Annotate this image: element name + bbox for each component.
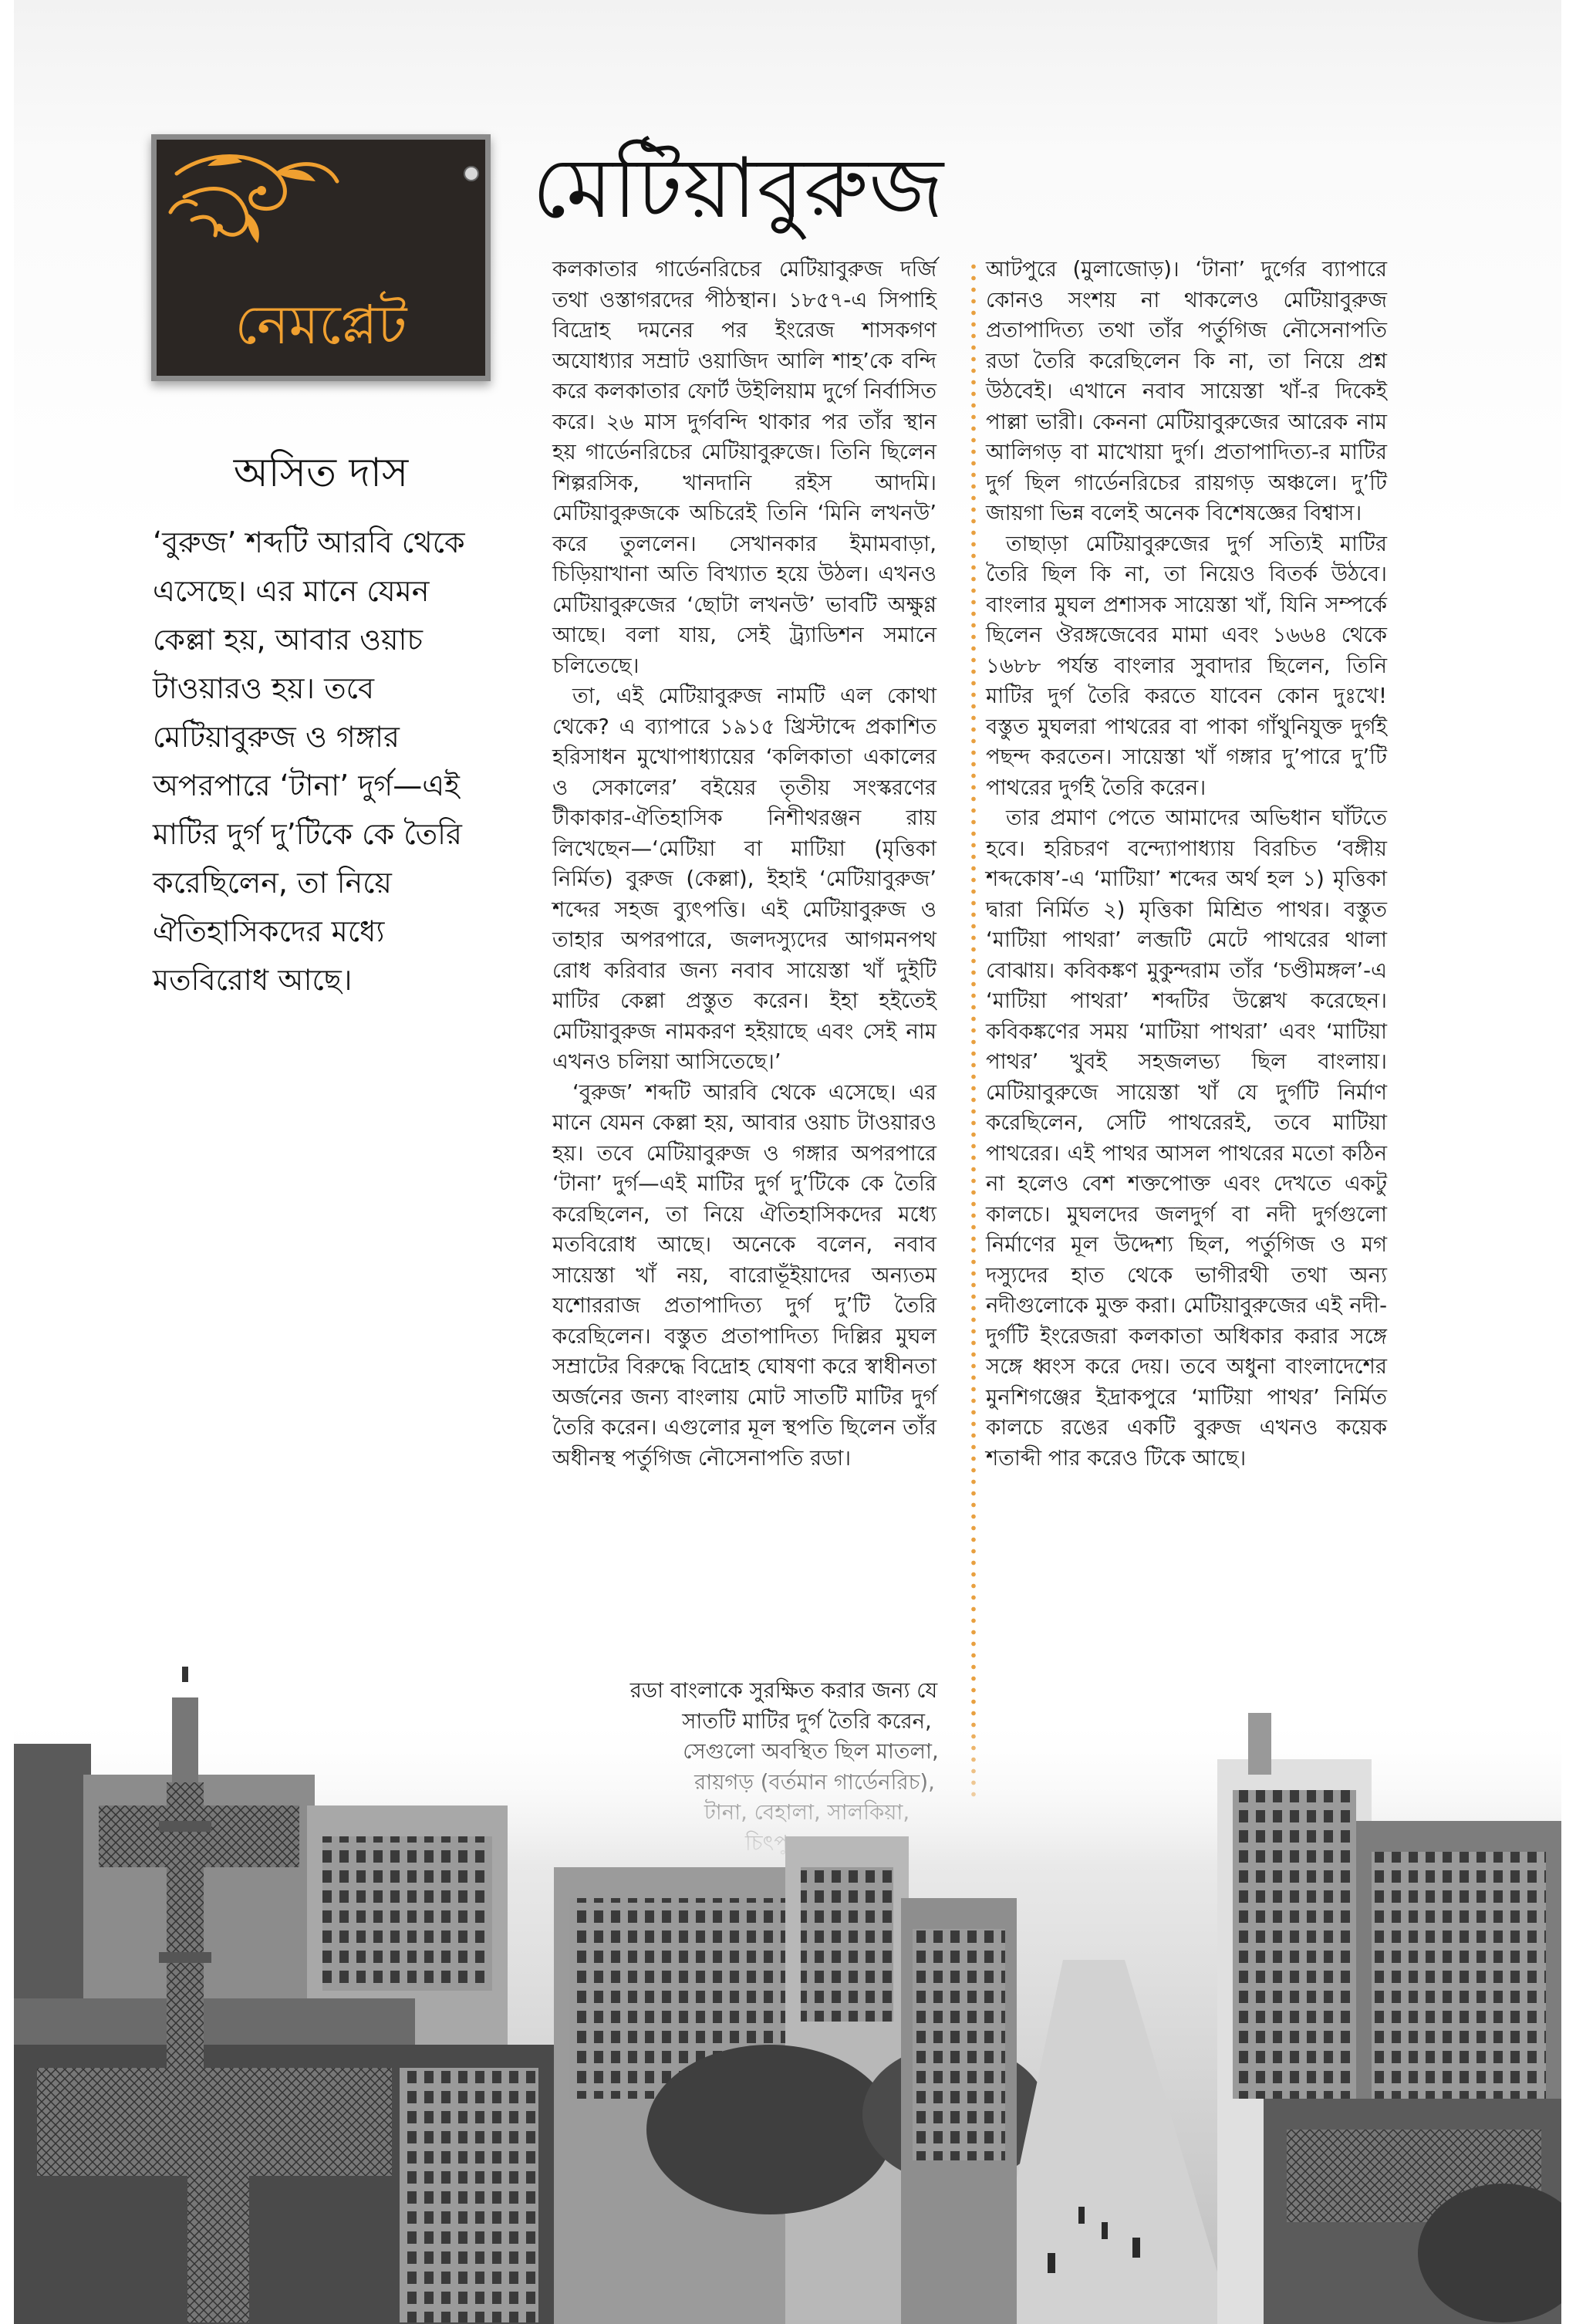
pullquote-text: ‘বুরুজ’ শব্দটি আরবি থেকে এসেছে। এর মানে যেমন কেল্লা হয়, আবার ওয়াচ টাওয়ারও হয়। তবে মেটিয়াবুরুজ ও গঙ্গার অপরপারে ‘টানা’ দুর্গ—এই মাটির দুর্গ দু’টিকে কে তৈরি করেছিলেন, তা নিয়ে ঐতিহাসিকদের মধ্যে মতবিরোধ আছে।: [153, 525, 465, 997]
pullquote: [153, 519, 500, 1005]
floral-swirl-ornament: [161, 143, 346, 258]
dotted-column-divider: [970, 261, 977, 1802]
paragraph: আটপুরে (মুলাজোড়)। ‘টানা’ দুর্গের ব্যাপারে কোনও সংশয় না থাকলেও মেটিয়াবুরুজ প্রতাপাদিত্য তথা তাঁর পর্তুগিজ নৌসেনাপতি রডা তৈরি করেছিলেন কি না, তা নিয়ে প্রশ্ন উঠবেই। এখানে নবাব সায়েস্তা খাঁ-র দিকেই পাল্লা ভারী। কেননা মেটিয়াবুরুজের আরেক নাম আলিগড় বা মাখোয়া দুর্গ। প্রতাপাদিত্য-র মাটির দুর্গ ছিল গার্ডেনরিচের রায়গড় অঞ্চলে। দু’টি জায়গা ভিন্ন বলেই অনেক বিশেষজ্ঞের বিশ্বাস।: [986, 257, 1387, 525]
paragraph: তার প্রমাণ পেতে আমাদের অভিধান ঘাঁটতে হবে। হরিচরণ বন্দ্যোপাধ্যায় বিরচিত ‘বঙ্গীয় শব্দকোষ’-এ ‘মাটিয়া’ শব্দের অর্থ হল ১) মৃত্তিকা দ্বারা নির্মিত ২) মৃত্তিকা মিশ্রিত পাথর। বস্তুত ‘মাটিয়া পাথরা’ লব্জটি মেটে পাথরের থালা বোঝায়। কবিকঙ্কণ মুকুন্দরাম তাঁর ‘চণ্ডীমঙ্গল’-এ ‘মাটিয়া পাথরা’ শব্দটির উল্লেখ করেছেন। কবিকঙ্কণের সময় ‘মাটিয়া পাথরা’ এবং ‘মাটিয়া পাথর’ খুবই সহজলভ্য ছিল বাংলায়। মেটিয়াবুরুজে সায়েস্তা খাঁ যে দুর্গটি নির্মাণ করেছিলেন, সেটি পাথরেরই, তবে মাটিয়া পাথরের। এই পাথর আসল পাথরের মতো কঠিন না হলেও বেশ শক্তপোক্ত এবং দেখতে একটু কালচে। মুঘলদের জলদুর্গ বা নদী দুর্গগুলো নির্মাণের মূল উদ্দেশ্য ছিল, পর্তুগিজ ও মগ দস্যুদের হাত থেকে ভাগীরথী তথা অন্য নদীগুলোকে মুক্ত করা। মেটিয়াবুরুজের এই নদী-দুর্গটি ইংরেজরা কলকাতা অধিকার করার সঙ্গে সঙ্গে ধ্বংস করে দেয়। তবে অধুনা বাংলাদেশের মুনশিগঞ্জের ইদ্রাকপুরে ‘মাটিয়া পাথর’ নির্মিত কালচে রঙের একটি বুরুজ এখনও কয়েক শতাব্দী পার করেও টিকে আছে।: [986, 806, 1387, 1471]
article-column-2: [986, 255, 1387, 1474]
nameplate-screw-hole: [464, 166, 479, 181]
paragraph: কলকাতার গার্ডেনরিচের মেটিয়াবুরুজ দর্জি তথা ওস্তাগরদের পীঠস্থান। ১৮৫৭-এ সিপাহি বিদ্রোহ দমনের পর ইংরেজ শাসকগণ অযোধ্যার সম্রাট ওয়াজিদ আলি শাহ’কে বন্দি করে কলকাতার ফোর্ট উইলিয়াম দুর্গে নির্বাসিত করে। ২৬ মাস দুর্গবন্দি থাকার পর তাঁর স্থান হয় গার্ডেনরিচের মেটিয়াবুরুজে। তিনি ছিলেন শিল্পরসিক, খানদানি রইস আদমি। মেটিয়াবুরুজকে অচিরেই তিনি ‘মিনি লখনউ’ করে তুললেন। সেখানকার ইমামবাড়া, চিড়িয়াখানা অতি বিখ্যাত হয়ে উঠল। এখনও মেটিয়াবুরুজের ‘ছোটা লখনউ’ ভাবটি অক্ষুণ্ণ আছে। বলা যায়, সেই ট্র্যাডিশন সমানে চলিতেছে।: [552, 257, 936, 678]
article-column-1: [552, 255, 936, 1474]
headline: মেটিয়াবুরুজ: [532, 140, 945, 237]
paragraph: তাছাড়া মেটিয়াবুরুজের দুর্গ সত্যিই মাটির তৈরি ছিল কি না, তা নিয়েও বিতর্ক উঠবে। বাংলার মুঘল প্রশাসক সায়েস্তা খাঁ, যিনি সম্পর্কে ছিলেন ঔরঙ্গজেবের মামা এবং ১৬৬৪ থেকে ১৬৮৮ পর্যন্ত বাংলার সুবাদার ছিলেন, তিনি মাটির দুর্গ তৈরি করতে যাবেন কোন দুঃখে! বস্তুত মুঘলরা পাথরের বা পাকা গাঁথুনিযুক্ত দুর্গই পছন্দ করতেন। সায়েস্তা খাঁ গঙ্গার দু’পারে দু’টি পাথরের দুর্গই তৈরি করেন।: [986, 531, 1387, 800]
nameplate-label: নেমপ্লেট: [235, 293, 407, 356]
nameplate-box: [151, 134, 491, 381]
tail-line: রডা বাংলাকে সুরক্ষিত করার জন্য যে: [629, 1678, 938, 1703]
paragraph: তা, এই মেটিয়াবুরুজ নামটি এল কোথা থেকে? এ ব্যাপারে ১৯১৫ খ্রিস্টাব্দে প্রকাশিত হরিসাধন মুখোপাধ্যায়ের ‘কলিকাতা একালের ও সেকালের’ বইয়ের তৃতীয় সংস্করণের টীকাকার-ঐতিহাসিক নিশীথরঞ্জন রায় লিখেছেন—‘মেটিয়া বা মাটিয়া (মৃত্তিকা নির্মিত) বুরুজ (কেল্লা), ইহাই ‘মেটিয়াবুরুজ’ শব্দের সহজ ব্যুৎপত্তি। এই মেটিয়াবুরুজ ও তাহার অপরপারে, জলদস্যুদের আগমনপথ রোধ করিবার জন্য নবাব সায়েস্তা খাঁ দুইটি মাটির কেল্লা প্রস্তুত করেন। ইহা হইতেই মেটিয়াবুরুজ নামকরণ হইয়াছে এবং সেই নাম এখনও চলিয়া আসিতেছে।’: [552, 684, 936, 1074]
paragraph: ‘বুরুজ’ শব্দটি আরবি থেকে এসেছে। এর মানে যেমন কেল্লা হয়, আবার ওয়াচ টাওয়ারও হয়। তবে মেটিয়াবুরুজ ও গঙ্গার অপরপারে ‘টানা’ দুর্গ—এই মাটির দুর্গ দু’টিকে কে তৈরি করেছিলেন, তা নিয়ে ঐতিহাসিকদের মধ্যে মতবিরোধ আছে। অনেকে বলেন, নবাব সায়েস্তা খাঁ নয়, বারোভূঁইয়াদের অন্যতম যশোররাজ প্রতাপাদিত্য দুর্গ দু’টি তৈরি করেছিলেন। বস্তুত প্রতাপাদিত্য দিল্লির মুঘল সম্রাটের বিরুদ্ধে বিদ্রোহ ঘোষণা করে স্বাধীনতা অর্জনের জন্য বাংলায় মোট সাতটি মাটির দুর্গ তৈরি করেন। এগুলোর মূল স্থপতি ছিলেন তাঁর অধীনস্থ পর্তুগিজ নৌসেনাপতি রডা।: [552, 1079, 936, 1471]
cityscape-illustration: [14, 1667, 1561, 2324]
byline-author: অসিত দাস: [233, 450, 409, 496]
